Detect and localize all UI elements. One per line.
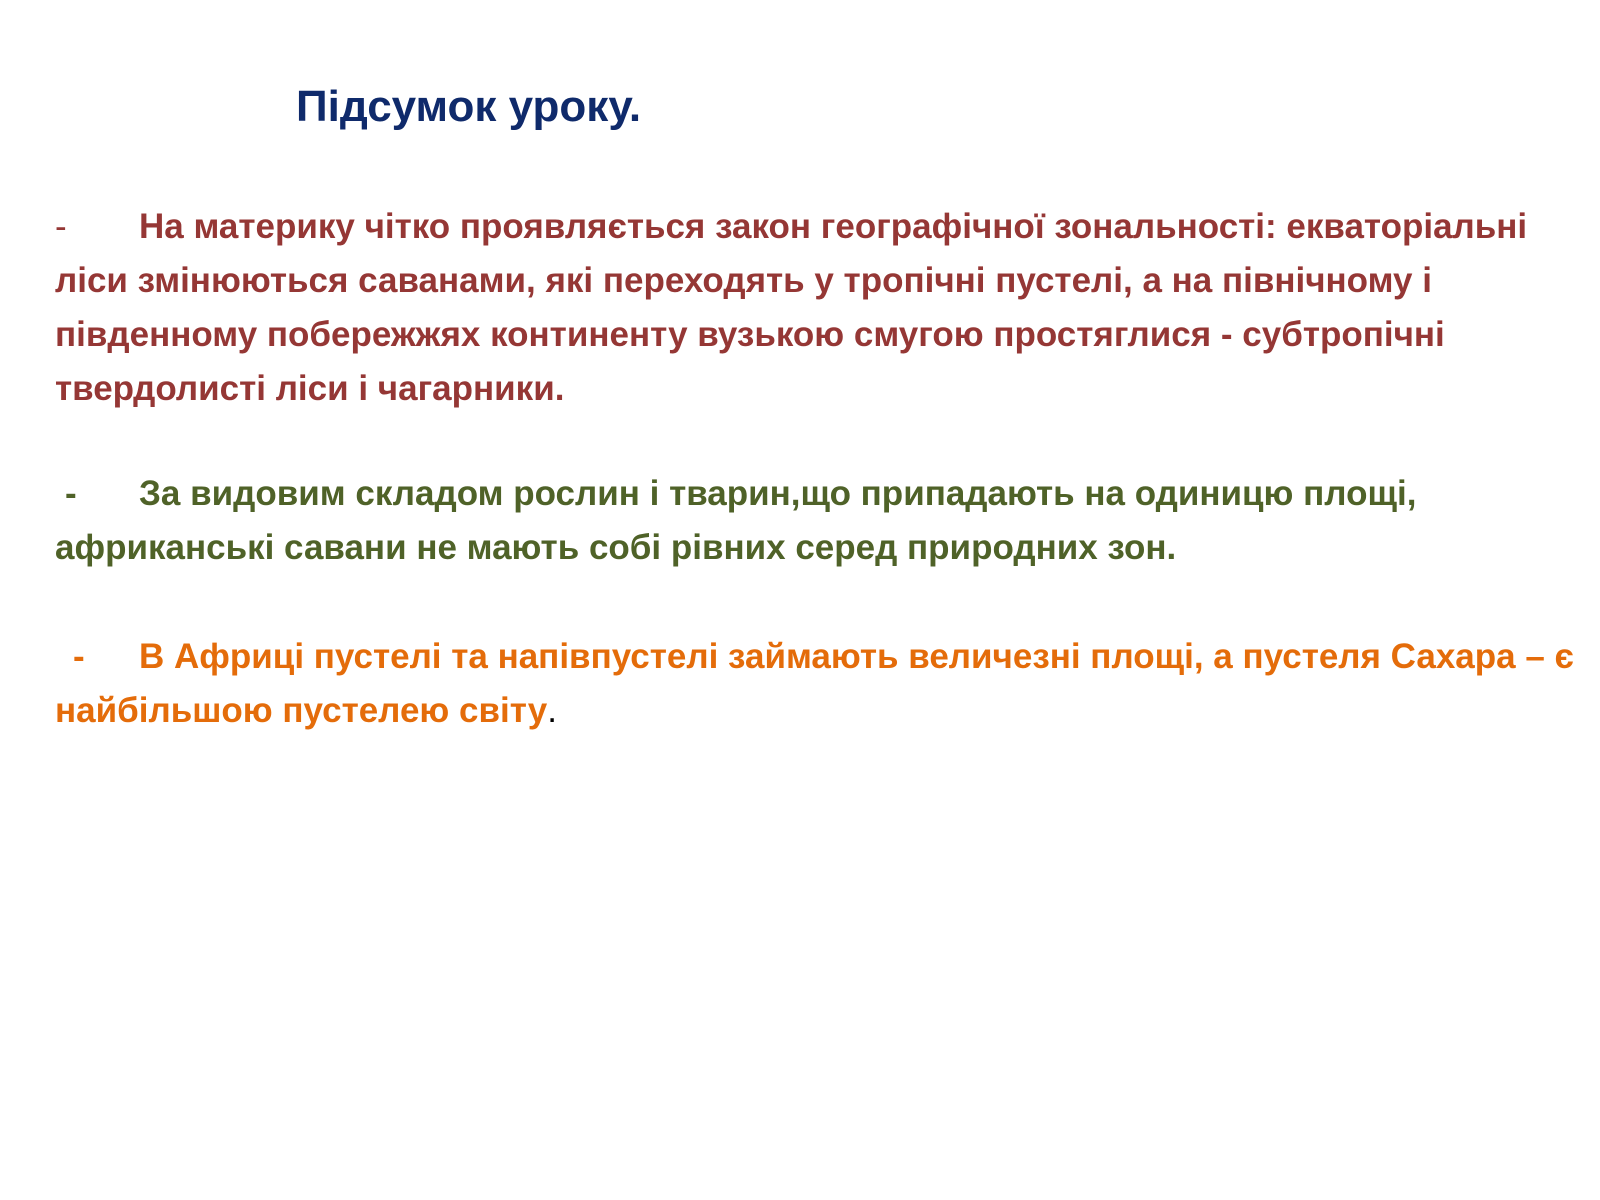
summary-point-2 <box>55 467 1595 575</box>
trailing-period: . <box>547 691 557 730</box>
summary-point-text: На материку чітко проявляється закон географічної зональності: екваторіальні ліси змінюються саванами, які переходять у тропічні пустелі, а на північному і південному побережжях континенту вузькою смугою простяглися - субтропічні твердолисті ліси і чагарники. <box>55 207 1528 408</box>
bullet-dash: - <box>55 207 67 246</box>
slide-title: Підсумок уроку. <box>296 82 642 131</box>
summary-point-text: В Африці пустелі та напівпустелі займають величезні площі, а пустеля Сахара – є найбільшою пустелею світу <box>55 637 1574 730</box>
bullet-dash: - <box>65 474 77 513</box>
summary-point-text: За видовим складом рослин і тварин,що припадають на одиницю площі, африканські савани не мають собі рівних серед природних зон. <box>55 474 1417 567</box>
summary-point-1 <box>55 200 1595 416</box>
bullet-dash: - <box>73 637 85 676</box>
summary-point-3 <box>55 630 1595 738</box>
